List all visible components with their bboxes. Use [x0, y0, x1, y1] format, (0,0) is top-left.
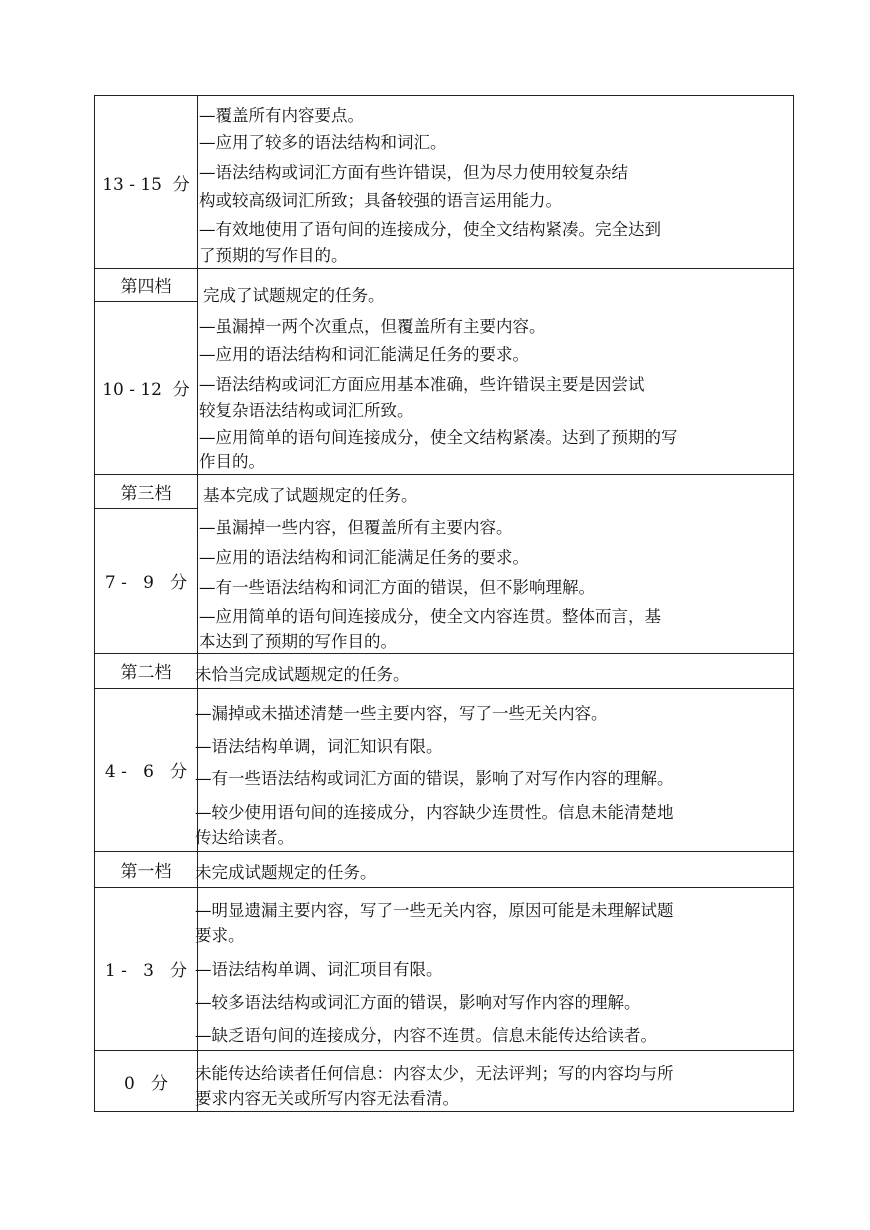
criteria-cell — [199, 268, 791, 474]
score-cell: 10 - 12 分 — [102, 380, 190, 400]
criteria-line: 未能传达给读者任何信息：内容太少，无法评判；写的内容均与所 — [195, 1064, 674, 1083]
score-cell: 4 - 6 分 — [104, 762, 188, 782]
criteria-line: 作目的。 — [199, 452, 265, 471]
level-description: 未完成试题规定的任务。 — [195, 863, 377, 882]
criteria-line: —有一些语法结构或词汇方面的错误，影响了对写作内容的理解。 — [195, 769, 674, 788]
scoring-rubric-table — [94, 95, 794, 1112]
criteria-line: —缺乏语句间的连接成分，内容不连贯。信息未能传达给读者。 — [195, 1026, 657, 1045]
criteria-cell — [199, 474, 791, 653]
criteria-line: —较多语法结构或词汇方面的错误，影响对写作内容的理解。 — [195, 993, 641, 1012]
criteria-line: —应用的语法结构和词汇能满足任务的要求。 — [199, 548, 529, 567]
criteria-line: —有效地使用了语句间的连接成分，使全文结构紧凑。完全达到 — [199, 220, 661, 239]
criteria-line: —虽漏掉一些内容，但覆盖所有主要内容。 — [199, 518, 513, 537]
criteria-line: —语法结构单调，词汇知识有限。 — [195, 737, 443, 756]
criteria-line: —应用的语法结构和词汇能满足任务的要求。 — [199, 345, 529, 364]
criteria-cell — [195, 653, 791, 851]
criteria-line: 了预期的写作目的。 — [199, 246, 348, 265]
level-label: 第二档 — [120, 663, 172, 683]
criteria-line: 本达到了预期的写作目的。 — [199, 632, 397, 651]
criteria-line: —漏掉或未描述清楚一些主要内容，写了一些无关内容。 — [195, 704, 608, 723]
criteria-line: —明显遗漏主要内容，写了一些无关内容，原因可能是未理解试题 — [195, 901, 674, 920]
score-cell: 13 - 15 分 — [102, 174, 190, 195]
criteria-cell — [195, 1050, 791, 1113]
criteria-line: —语法结构或词汇方面有些许错误，但为尽力使用较复杂结 — [199, 163, 628, 182]
criteria-line: —有一些语法结构和词汇方面的错误，但不影响理解。 — [199, 578, 595, 597]
criteria-line: —应用了较多的语法结构和词汇。 — [199, 133, 447, 152]
criteria-line: 要求。 — [195, 926, 245, 945]
criteria-line: —语法结构单调、词汇项目有限。 — [195, 960, 443, 979]
level-description: 完成了试题规定的任务。 — [203, 286, 385, 305]
criteria-cell — [195, 851, 791, 1050]
criteria-line: —应用简单的语句间连接成分，使全文结构紧凑。达到了预期的写 — [199, 428, 678, 447]
level-description: 未恰当完成试题规定的任务。 — [195, 665, 410, 684]
criteria-line: —应用简单的语句间连接成分，使全文内容连贯。整体而言，基 — [199, 607, 661, 626]
criteria-line: 构或较高级词汇所致；具备较强的语言运用能力。 — [199, 191, 562, 210]
criteria-line: 较复杂语法结构或词汇所致。 — [199, 401, 414, 420]
score-cell: 0 分 — [123, 1074, 169, 1094]
criteria-line: 要求内容无关或所写内容无法看清。 — [195, 1089, 459, 1108]
criteria-line: —覆盖所有内容要点。 — [199, 106, 364, 125]
criteria-cell — [199, 96, 791, 268]
level-label: 第一档 — [120, 861, 172, 882]
score-cell: 1 - 3 分 — [104, 961, 188, 981]
criteria-line: —语法结构或词汇方面应用基本准确，些许错误主要是因尝试 — [199, 375, 645, 394]
score-cell: 7 - 9 分 — [104, 573, 188, 593]
level-label: 第三档 — [120, 483, 172, 504]
criteria-line: 传达给读者。 — [195, 828, 294, 847]
criteria-line: —较少使用语句间的连接成分，内容缺少连贯性。信息未能清楚地 — [195, 803, 674, 822]
criteria-line: —虽漏掉一两个次重点，但覆盖所有主要内容。 — [199, 317, 546, 336]
level-description: 基本完成了试题规定的任务。 — [203, 486, 418, 505]
level-label: 第四档 — [120, 277, 172, 297]
